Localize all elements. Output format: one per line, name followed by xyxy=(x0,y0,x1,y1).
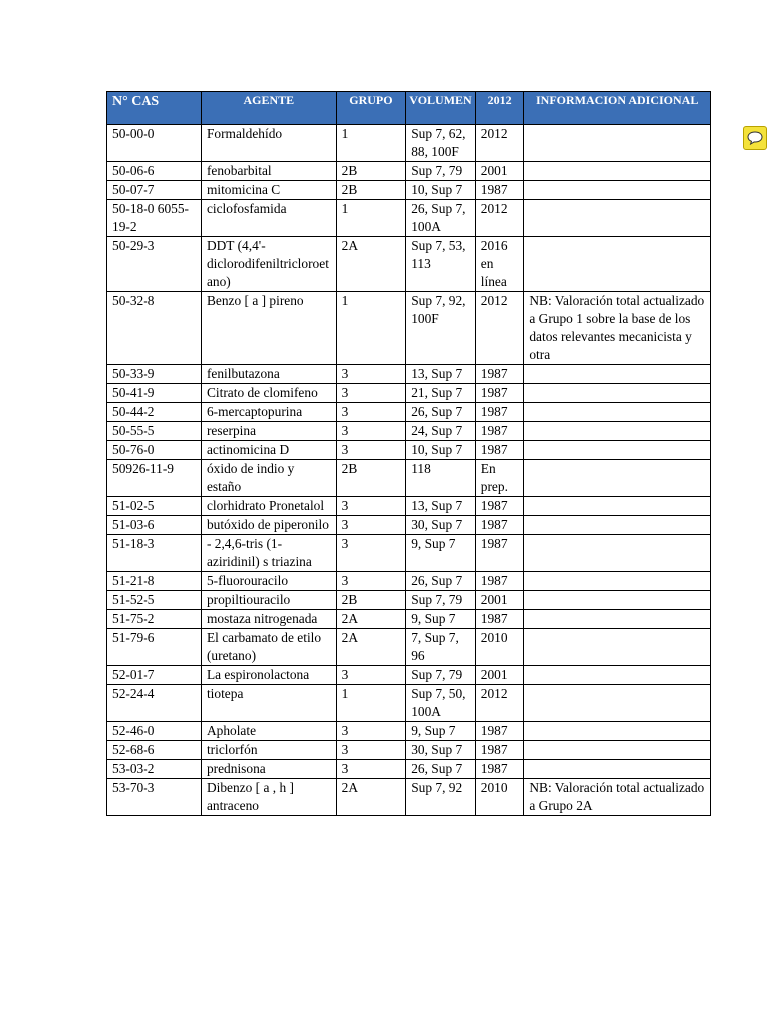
cell-info xyxy=(524,200,711,237)
table-row xyxy=(107,237,711,292)
table-row xyxy=(107,666,711,685)
cell-year: 1987 xyxy=(475,760,524,779)
cell-agente: mitomicina C xyxy=(201,181,336,200)
table-row xyxy=(107,422,711,441)
cell-volumen: 30, Sup 7 xyxy=(406,516,476,535)
cell-volumen: 26, Sup 7 xyxy=(406,403,476,422)
cell-year: 1987 xyxy=(475,722,524,741)
cell-agente: Formaldehído xyxy=(201,125,336,162)
cell-cas-number: 52-01-7 xyxy=(107,666,202,685)
cell-volumen: Sup 7, 62, 88, 100F xyxy=(406,125,476,162)
cell-volumen: Sup 7, 79 xyxy=(406,666,476,685)
cell-info xyxy=(524,460,711,497)
cell-year: 1987 xyxy=(475,610,524,629)
cell-volumen: 13, Sup 7 xyxy=(406,365,476,384)
cell-volumen: 9, Sup 7 xyxy=(406,610,476,629)
cell-info xyxy=(524,535,711,572)
cell-cas-number: 50-41-9 xyxy=(107,384,202,403)
cell-agente: óxido de indio y estaño xyxy=(201,460,336,497)
cell-info xyxy=(524,741,711,760)
header-volumen: VOLUMEN xyxy=(406,92,476,125)
cell-info: NB: Valoración total actualizado a Grupo 1 sobre la base de los datos relevantes mecanicista y otra xyxy=(524,292,711,365)
header-agente: AGENTE xyxy=(201,92,336,125)
cell-agente: reserpina xyxy=(201,422,336,441)
table-row xyxy=(107,292,711,365)
cell-year: 2010 xyxy=(475,629,524,666)
cell-info xyxy=(524,365,711,384)
cell-volumen: 10, Sup 7 xyxy=(406,441,476,460)
cell-agente: fenobarbital xyxy=(201,162,336,181)
cell-cas-number: 50-76-0 xyxy=(107,441,202,460)
cell-cas-number: 50-18-0 6055-19-2 xyxy=(107,200,202,237)
header-grupo: GRUPO xyxy=(336,92,406,125)
table-row xyxy=(107,591,711,610)
cell-year: 1987 xyxy=(475,741,524,760)
table-row xyxy=(107,741,711,760)
table-row xyxy=(107,516,711,535)
table-row xyxy=(107,200,711,237)
table-row xyxy=(107,497,711,516)
cell-agente: Benzo [ a ] pireno xyxy=(201,292,336,365)
cell-grupo: 2A xyxy=(336,629,406,666)
cell-year: 1987 xyxy=(475,403,524,422)
cell-info xyxy=(524,666,711,685)
cell-cas-number: 50-32-8 xyxy=(107,292,202,365)
header-cas: N° CAS xyxy=(107,92,202,125)
cell-year: 1987 xyxy=(475,572,524,591)
cell-grupo: 3 xyxy=(336,760,406,779)
table-row xyxy=(107,125,711,162)
cell-volumen: Sup 7, 79 xyxy=(406,162,476,181)
table-row xyxy=(107,403,711,422)
cell-cas-number: 50-55-5 xyxy=(107,422,202,441)
cell-year: 1987 xyxy=(475,497,524,516)
cell-info xyxy=(524,497,711,516)
cell-grupo: 3 xyxy=(336,535,406,572)
cell-info xyxy=(524,181,711,200)
cell-grupo: 2A xyxy=(336,610,406,629)
cell-cas-number: 53-03-2 xyxy=(107,760,202,779)
cell-grupo: 2B xyxy=(336,181,406,200)
cell-info xyxy=(524,237,711,292)
cell-agente: La espironolactona xyxy=(201,666,336,685)
cell-volumen: Sup 7, 92 xyxy=(406,779,476,816)
cell-agente: DDT (4,4'- diclorodifeniltricloroetano) xyxy=(201,237,336,292)
cell-volumen: 30, Sup 7 xyxy=(406,741,476,760)
cell-grupo: 2A xyxy=(336,779,406,816)
cell-info xyxy=(524,685,711,722)
table-row xyxy=(107,460,711,497)
table-row xyxy=(107,779,711,816)
cell-info xyxy=(524,384,711,403)
cell-cas-number: 50926-11-9 xyxy=(107,460,202,497)
cell-volumen: Sup 7, 50, 100A xyxy=(406,685,476,722)
cell-agente: clorhidrato Pronetalol xyxy=(201,497,336,516)
cell-volumen: 118 xyxy=(406,460,476,497)
cell-agente: propiltiouracilo xyxy=(201,591,336,610)
cell-grupo: 3 xyxy=(336,384,406,403)
cell-agente: actinomicina D xyxy=(201,441,336,460)
cell-agente: prednisona xyxy=(201,760,336,779)
cell-year: 2001 xyxy=(475,591,524,610)
cell-grupo: 2B xyxy=(336,162,406,181)
cell-info: NB: Valoración total actualizado a Grupo 2A xyxy=(524,779,711,816)
table-row xyxy=(107,610,711,629)
cas-table xyxy=(106,91,711,816)
cell-agente: fenilbutazona xyxy=(201,365,336,384)
cell-grupo: 2A xyxy=(336,237,406,292)
header-row xyxy=(107,92,711,125)
cell-year: 1987 xyxy=(475,365,524,384)
cell-volumen: Sup 7, 53, 113 xyxy=(406,237,476,292)
cell-agente: El carbamato de etilo (uretano) xyxy=(201,629,336,666)
cell-grupo: 2B xyxy=(336,591,406,610)
cell-year: 1987 xyxy=(475,181,524,200)
cell-volumen: 9, Sup 7 xyxy=(406,722,476,741)
cell-year: 1987 xyxy=(475,384,524,403)
cell-info xyxy=(524,516,711,535)
cell-grupo: 3 xyxy=(336,666,406,685)
cell-year: 1987 xyxy=(475,516,524,535)
cell-info xyxy=(524,610,711,629)
header-info: INFORMACION ADICIONAL xyxy=(524,92,711,125)
cell-cas-number: 52-46-0 xyxy=(107,722,202,741)
cell-grupo: 3 xyxy=(336,741,406,760)
cell-grupo: 3 xyxy=(336,403,406,422)
cell-volumen: 10, Sup 7 xyxy=(406,181,476,200)
cell-volumen: 7, Sup 7, 96 xyxy=(406,629,476,666)
cell-cas-number: 50-06-6 xyxy=(107,162,202,181)
cell-year: 2016 en línea xyxy=(475,237,524,292)
cell-grupo: 2B xyxy=(336,460,406,497)
table-row xyxy=(107,535,711,572)
cell-agente: - 2,4,6-tris (1-aziridinil) s triazina xyxy=(201,535,336,572)
cell-info xyxy=(524,422,711,441)
table-row xyxy=(107,384,711,403)
cell-grupo: 3 xyxy=(336,422,406,441)
cell-info xyxy=(524,403,711,422)
cell-cas-number: 52-24-4 xyxy=(107,685,202,722)
cell-volumen: Sup 7, 79 xyxy=(406,591,476,610)
cell-grupo: 1 xyxy=(336,292,406,365)
table-row xyxy=(107,572,711,591)
table-body xyxy=(107,125,711,816)
cell-volumen: 21, Sup 7 xyxy=(406,384,476,403)
table-row xyxy=(107,441,711,460)
cell-grupo: 3 xyxy=(336,365,406,384)
cell-volumen: 26, Sup 7 xyxy=(406,572,476,591)
cell-year: 2012 xyxy=(475,200,524,237)
cell-year: 2010 xyxy=(475,779,524,816)
cell-year: 2012 xyxy=(475,292,524,365)
cell-grupo: 3 xyxy=(336,572,406,591)
cell-grupo: 3 xyxy=(336,497,406,516)
cell-year: 1987 xyxy=(475,441,524,460)
cell-agente: triclorfón xyxy=(201,741,336,760)
cell-cas-number: 51-21-8 xyxy=(107,572,202,591)
cell-info xyxy=(524,591,711,610)
cell-volumen: 26, Sup 7, 100A xyxy=(406,200,476,237)
table-row xyxy=(107,162,711,181)
cell-info xyxy=(524,125,711,162)
cell-agente: mostaza nitrogenada xyxy=(201,610,336,629)
cell-volumen: 9, Sup 7 xyxy=(406,535,476,572)
table-row xyxy=(107,629,711,666)
cell-cas-number: 50-07-7 xyxy=(107,181,202,200)
cell-cas-number: 50-33-9 xyxy=(107,365,202,384)
cell-info xyxy=(524,629,711,666)
cell-agente: butóxido de piperonilo xyxy=(201,516,336,535)
table-row xyxy=(107,722,711,741)
header-year: 2012 xyxy=(475,92,524,125)
cell-info xyxy=(524,572,711,591)
cell-cas-number: 51-03-6 xyxy=(107,516,202,535)
cell-agente: Apholate xyxy=(201,722,336,741)
cell-volumen: 24, Sup 7 xyxy=(406,422,476,441)
cell-grupo: 1 xyxy=(336,200,406,237)
cell-cas-number: 50-29-3 xyxy=(107,237,202,292)
cell-year: En prep. xyxy=(475,460,524,497)
table-row xyxy=(107,181,711,200)
cell-year: 2001 xyxy=(475,162,524,181)
cell-info xyxy=(524,722,711,741)
cell-agente: ciclofosfamida xyxy=(201,200,336,237)
cell-year: 2012 xyxy=(475,125,524,162)
cell-year: 1987 xyxy=(475,422,524,441)
cell-info xyxy=(524,162,711,181)
cell-cas-number: 51-02-5 xyxy=(107,497,202,516)
cell-year: 2012 xyxy=(475,685,524,722)
cell-agente: 5-fluorouracilo xyxy=(201,572,336,591)
cell-info xyxy=(524,441,711,460)
cell-cas-number: 52-68-6 xyxy=(107,741,202,760)
cell-cas-number: 50-44-2 xyxy=(107,403,202,422)
cell-grupo: 1 xyxy=(336,125,406,162)
cell-grupo: 3 xyxy=(336,722,406,741)
cell-volumen: 26, Sup 7 xyxy=(406,760,476,779)
cell-year: 2001 xyxy=(475,666,524,685)
cell-year: 1987 xyxy=(475,535,524,572)
speech-bubble-icon xyxy=(747,131,763,145)
cell-agente: 6-mercaptopurina xyxy=(201,403,336,422)
table-row xyxy=(107,685,711,722)
cell-cas-number: 51-18-3 xyxy=(107,535,202,572)
cell-agente: Citrato de clomifeno xyxy=(201,384,336,403)
cell-agente: Dibenzo [ a , h ] antraceno xyxy=(201,779,336,816)
cell-cas-number: 51-75-2 xyxy=(107,610,202,629)
table-row xyxy=(107,760,711,779)
cell-cas-number: 51-52-5 xyxy=(107,591,202,610)
cell-cas-number: 50-00-0 xyxy=(107,125,202,162)
cell-volumen: Sup 7, 92, 100F xyxy=(406,292,476,365)
cell-agente: tiotepa xyxy=(201,685,336,722)
cell-cas-number: 53-70-3 xyxy=(107,779,202,816)
cell-grupo: 3 xyxy=(336,441,406,460)
cell-grupo: 3 xyxy=(336,516,406,535)
cell-cas-number: 51-79-6 xyxy=(107,629,202,666)
table-row xyxy=(107,365,711,384)
cell-grupo: 1 xyxy=(336,685,406,722)
comment-note[interactable] xyxy=(743,126,767,150)
cell-info xyxy=(524,760,711,779)
cell-volumen: 13, Sup 7 xyxy=(406,497,476,516)
